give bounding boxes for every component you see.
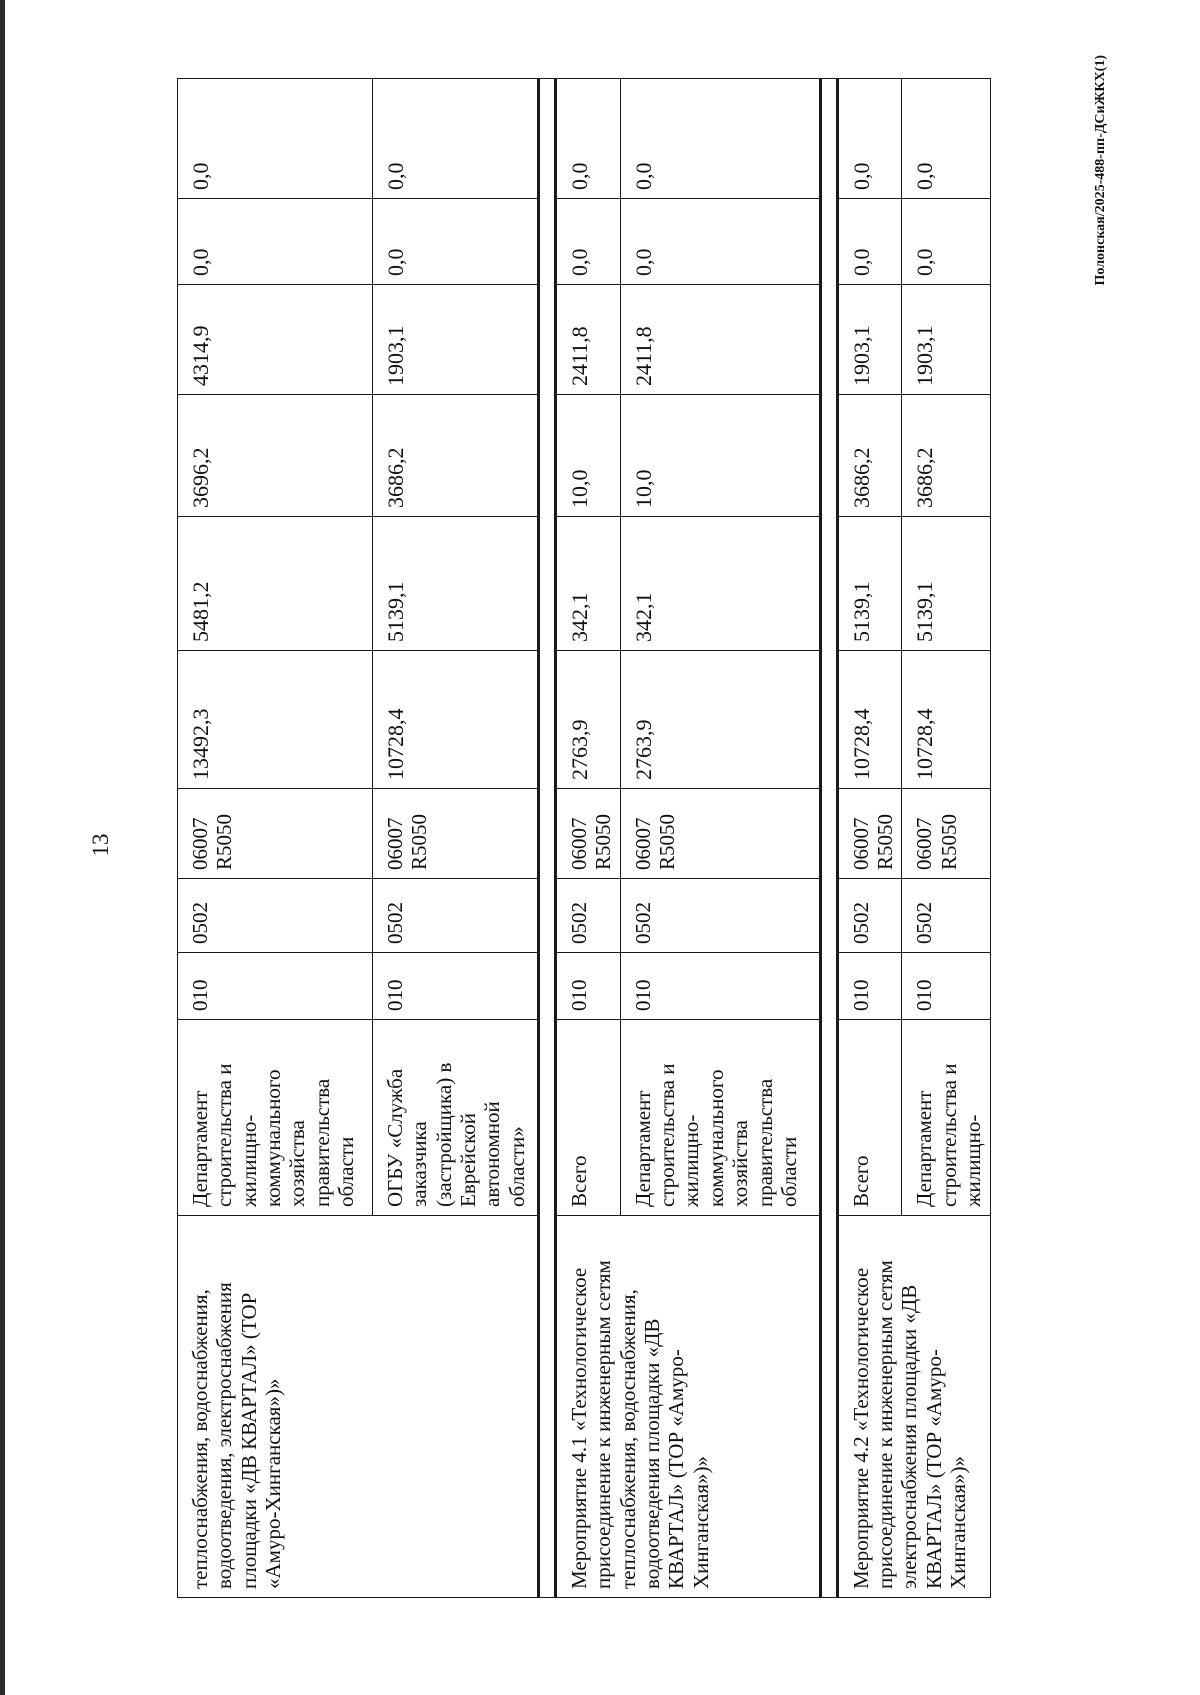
value-year1-cell: 5139,1 <box>373 517 539 651</box>
csr-cell: 06007 R5050 <box>178 789 373 879</box>
rzpr-cell: 0502 <box>178 879 373 953</box>
value-total-cell: 10728,4 <box>373 651 539 789</box>
value-year2-cell: 10,0 <box>620 395 820 517</box>
executor-cell: Всего <box>556 1020 621 1216</box>
value-year1-cell: 5481,2 <box>178 517 373 651</box>
value-year2-cell: 3696,2 <box>178 395 373 517</box>
value-year2-cell: 3686,2 <box>837 395 902 517</box>
value-year1-cell: 5139,1 <box>902 517 990 651</box>
csr-cell: 06007 R5050 <box>837 789 902 879</box>
value-year4-cell: 0,0 <box>902 199 990 285</box>
value-year4-cell: 0,0 <box>556 199 621 285</box>
value-total-cell: 2763,9 <box>556 651 621 789</box>
value-year4-cell: 0,0 <box>837 199 902 285</box>
document-reference: Полонская/2025-488-пп-ДСиЖКХ(1) <box>1093 55 1108 286</box>
value-year3-cell: 2411,8 <box>620 285 820 395</box>
value-year5-cell: 0,0 <box>178 79 373 199</box>
value-year3-cell: 4314,9 <box>178 285 373 395</box>
csr-cell: 06007 R5050 <box>556 789 621 879</box>
value-year1-cell: 5139,1 <box>837 517 902 651</box>
value-year5-cell: 0,0 <box>373 79 539 199</box>
grbs-cell: 010 <box>556 953 621 1020</box>
value-total-cell: 10728,4 <box>902 651 990 789</box>
value-year3-cell: 1903,1 <box>837 285 902 395</box>
value-year4-cell: 0,0 <box>373 199 539 285</box>
section-separator <box>539 79 556 1598</box>
rzpr-cell: 0502 <box>837 879 902 953</box>
executor-cell: Департамент строительства и жилищно-коммунального хозяйства правительства области <box>178 1020 373 1216</box>
value-total-cell: 2763,9 <box>620 651 820 789</box>
value-year5-cell: 0,0 <box>620 79 820 199</box>
value-year4-cell: 0,0 <box>620 199 820 285</box>
page-number: 13 <box>88 833 113 857</box>
value-year5-cell: 0,0 <box>556 79 621 199</box>
value-total-cell: 10728,4 <box>837 651 902 789</box>
executor-cell: ОГБУ «Служба заказчика (застройщика) в Еврейской автономной области» <box>373 1020 539 1216</box>
value-year1-cell: 342,1 <box>620 517 820 651</box>
grbs-cell: 010 <box>373 953 539 1020</box>
value-year3-cell: 1903,1 <box>373 285 539 395</box>
csr-cell: 06007 R5050 <box>902 789 990 879</box>
grbs-cell: 010 <box>178 953 373 1020</box>
executor-cell: Департамент строительства и жилищно-коммунального хозяйства правительства области <box>620 1020 820 1216</box>
grbs-cell: 010 <box>837 953 902 1020</box>
executor-cell: Всего <box>837 1020 902 1216</box>
executor-cell: Департамент строительства и жилищно- <box>902 1020 990 1216</box>
value-year3-cell: 2411,8 <box>556 285 621 395</box>
rzpr-cell: 0502 <box>902 879 990 953</box>
value-year3-cell: 1903,1 <box>902 285 990 395</box>
section-separator <box>820 79 837 1598</box>
grbs-cell: 010 <box>620 953 820 1020</box>
measure-name-cell: теплоснабжения, водоснабжения, водоотведения, электроснабжения площадки «ДВ КВАРТАЛ» (ТОР «Амуро-Хинганская»)» <box>178 1216 539 1598</box>
rzpr-cell: 0502 <box>620 879 820 953</box>
measure-name-cell: Мероприятие 4.1 «Технологическое присоединение к инженерным сетям теплоснабжения, водоснабжения, водоотведения площадки «ДВ КВАРТАЛ» (ТОР «Амуро-Хинганская»)» <box>556 1216 821 1598</box>
table-row <box>178 79 373 1598</box>
grbs-cell: 010 <box>902 953 990 1020</box>
csr-cell: 06007 R5050 <box>620 789 820 879</box>
csr-cell: 06007 R5050 <box>373 789 539 879</box>
measure-name-cell: Мероприятие 4.2 «Технологическое присоединение к инженерным сетям электроснабжения площадки «ДВ КВАРТАЛ» (ТОР «Амуро-Хинганская»)» <box>837 1216 990 1598</box>
value-year2-cell: 3686,2 <box>373 395 539 517</box>
value-year5-cell: 0,0 <box>902 79 990 199</box>
value-year5-cell: 0,0 <box>837 79 902 199</box>
value-year1-cell: 342,1 <box>556 517 621 651</box>
value-year4-cell: 0,0 <box>178 199 373 285</box>
table-row <box>556 79 621 1598</box>
rzpr-cell: 0502 <box>373 879 539 953</box>
table-row <box>837 79 902 1598</box>
rzpr-cell: 0502 <box>556 879 621 953</box>
budget-table <box>177 78 991 1598</box>
value-year2-cell: 3686,2 <box>902 395 990 517</box>
value-year2-cell: 10,0 <box>556 395 621 517</box>
value-total-cell: 13492,3 <box>178 651 373 789</box>
